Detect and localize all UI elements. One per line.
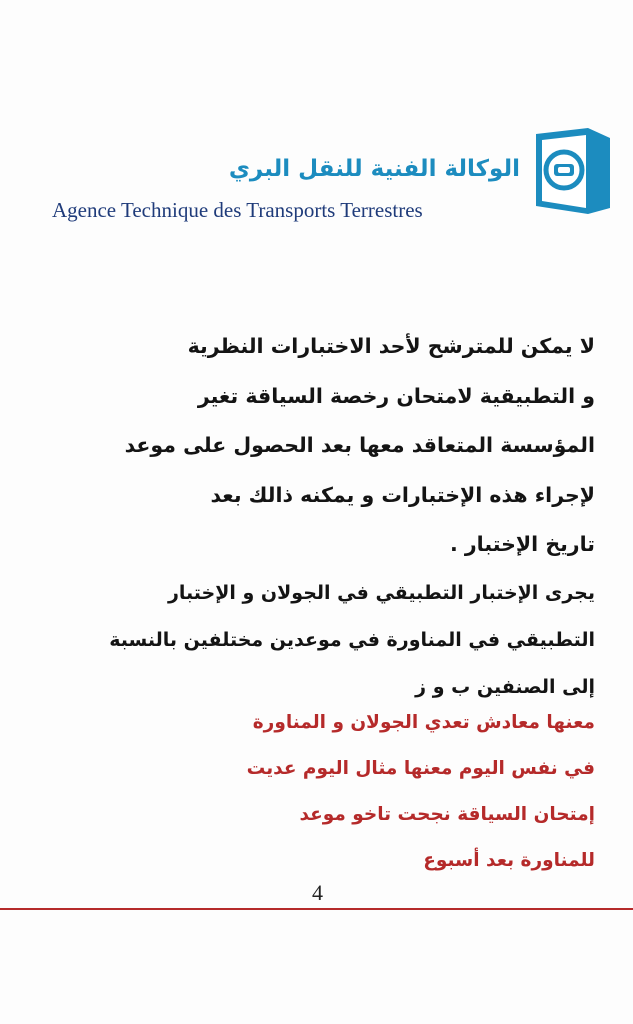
footer-divider <box>0 908 633 910</box>
agency-name-french: Agence Technique des Transports Terrestres <box>52 198 423 222</box>
agency-name-arabic: الوكالة الفنية للنقل البري <box>228 156 520 182</box>
paragraph-line: لإجراء هذه الإختبارات و يمكنه ذالك بعد <box>210 482 595 507</box>
note-red <box>35 700 595 884</box>
paragraph-practical-exams <box>35 570 595 711</box>
note-line: إمتحان السياقة نجحت تاخو موعد <box>299 804 595 825</box>
paragraph-exam-centre-change <box>35 322 595 570</box>
note-line: في نفس اليوم معنها مثال اليوم عديت <box>246 758 595 779</box>
note-line: للمناورة بعد أسبوع <box>423 850 595 871</box>
page-number: 4 <box>312 880 323 905</box>
paragraph-line: يجرى الإختبار التطبيقي في الجولان و الإختبار <box>167 582 595 604</box>
steering-wheel-logo-icon <box>532 124 612 216</box>
paragraph-line: المؤسسة المتعاقد معها بعد الحصول على موعد <box>124 433 595 457</box>
letterhead <box>40 118 620 228</box>
note-line: معنها معادش تعدي الجولان و المناورة <box>252 712 595 733</box>
paragraph-line: التطبيقي في المناورة في موعدين مختلفين بالنسبة <box>109 629 595 651</box>
paragraph-line: تاريخ الإختبار . <box>449 532 595 556</box>
paragraph-line: و التطبيقية لامتحان رخصة السياقة تغير <box>197 383 595 408</box>
paragraph-line: إلى الصنفين ب و ز <box>415 676 595 698</box>
paragraph-line: لا يمكن للمترشح لأحد الاختبارات النظرية <box>187 334 595 358</box>
